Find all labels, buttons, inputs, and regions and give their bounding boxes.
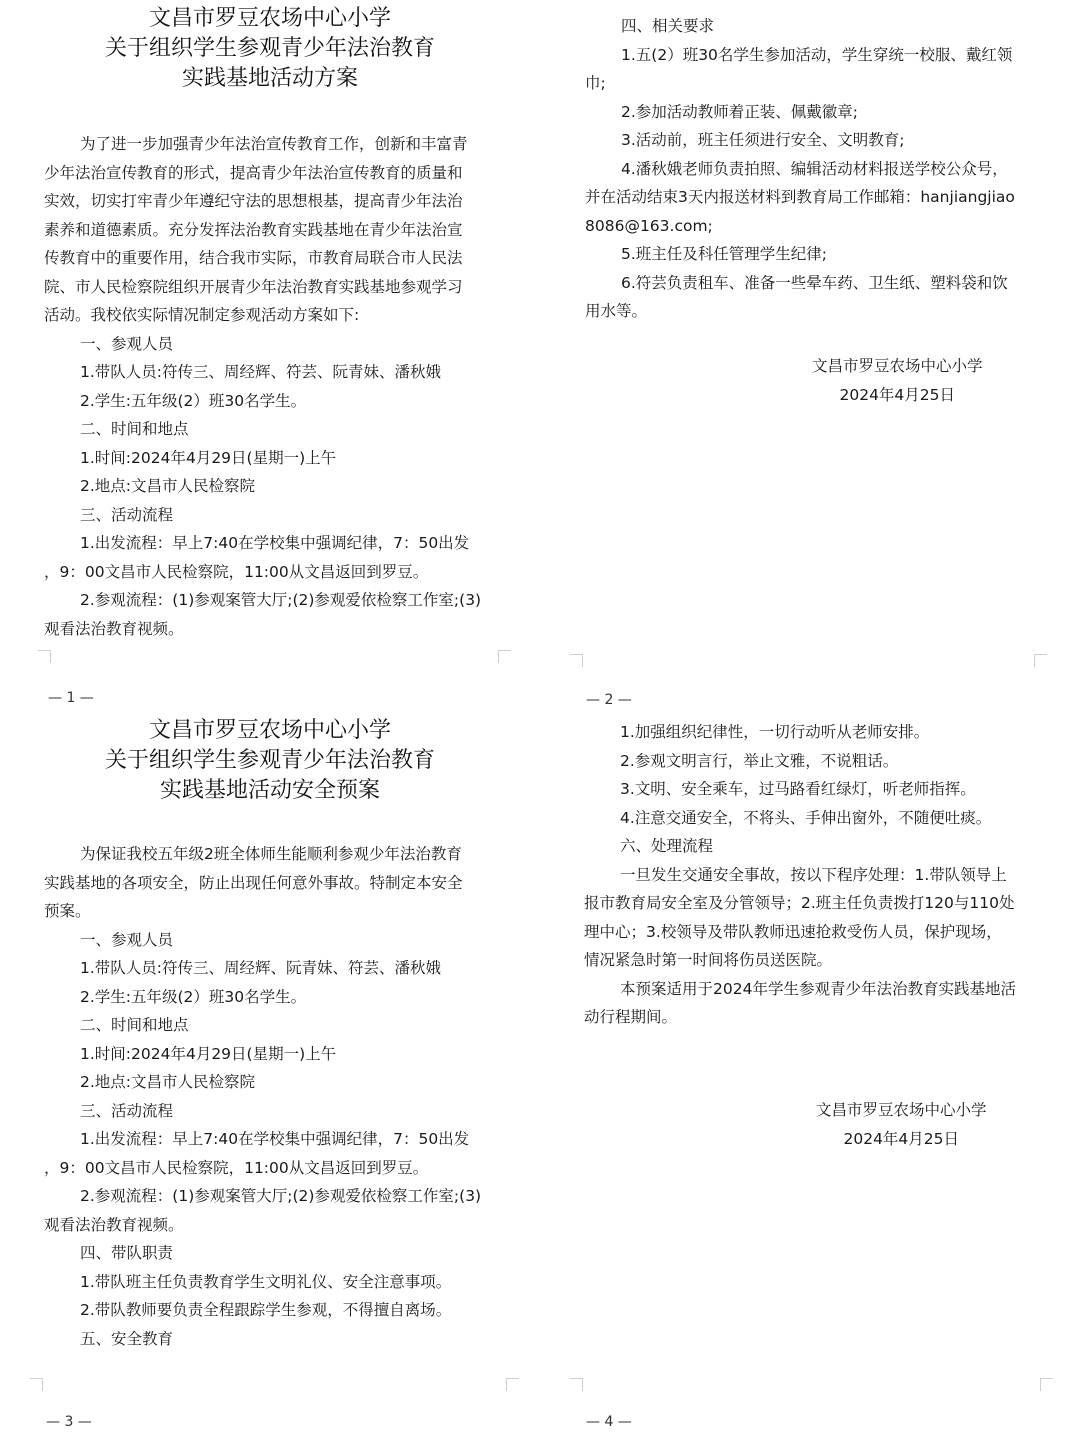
text-line: 六、处理流程 (620, 837, 714, 855)
text-line: 2.参观文明言行，举止文雅，不说粗话。 (620, 751, 899, 770)
text-line: 并在活动结束3天内报送材料到教育局工作邮箱：hanjiangjiao (585, 188, 1015, 206)
text-line: 2.参观流程：(1)参观案管大厅;(2)参观爱依检察工作室;(3) (80, 1187, 482, 1205)
text-line: 为了进一步加强青少年法治宣传教育工作，创新和丰富青 (80, 135, 468, 153)
text-line: 1.出发流程：早上7:40在学校集中强调纪律，7：50出发 (80, 534, 470, 552)
text-line: ，9：00文昌市人民检察院，11:00从文昌返回到罗豆。 (44, 1158, 429, 1177)
text-line: 1.加强组织纪律性，一切行动听从老师安排。 (620, 723, 930, 741)
text-line: 4.潘秋娥老师负责拍照、编辑活动材料报送学校公众号， (621, 159, 1008, 178)
page-3-title (0, 716, 540, 806)
text-line: 动行程期间。 (584, 1008, 678, 1026)
text-line: 2.学生:五年级(2）班30名学生。 (80, 987, 307, 1006)
text-line: 少年法治宣传教育的形式，提高青少年法治宣传教育的质量和 (44, 163, 463, 182)
text-line: 预案。 (44, 902, 91, 920)
page-corner-mark (506, 1378, 519, 1391)
text-line: 1.带队人员:符传三、周经辉、阮青妹、符芸、潘秋娥 (80, 959, 442, 977)
text-line: 一、参观人员 (80, 334, 174, 353)
page-3-body (44, 840, 514, 1353)
text-line: 1.带队人员:符传三、周经辉、符芸、阮青妹、潘秋娥 (80, 363, 442, 381)
text-line: 实践基地的各项安全，防止出现任何意外事故。特制定本安全 (44, 873, 463, 892)
title-line: 实践基地活动安全预案 (159, 778, 380, 803)
page-corner-mark (570, 1378, 583, 1391)
text-line: 3.活动前，班主任须进行安全、文明教育; (621, 131, 905, 149)
text-line: 2.地点:文昌市人民检察院 (80, 477, 256, 495)
text-line: 2.学生:五年级(2）班30名学生。 (80, 391, 307, 410)
text-line: ，9：00文昌市人民检察院，11:00从文昌返回到罗豆。 (44, 562, 429, 581)
document-page-2 (540, 0, 1080, 708)
text-line: 1.带队班主任负责教育学生文明礼仪、安全注意事项。 (80, 1272, 452, 1291)
page-number: — 1 — (48, 690, 94, 706)
signature-school: 文昌市罗豆农场中心小学 (816, 1101, 987, 1119)
document-page-1 (0, 0, 540, 706)
page-corner-mark (498, 650, 511, 663)
page-2-body (585, 12, 1055, 326)
page-corner-mark (570, 654, 583, 667)
text-line: 四、相关要求 (621, 17, 715, 35)
text-line: 观看法治教育视频。 (44, 1215, 184, 1234)
text-line: 1.五(2）班30名学生参加活动，学生穿统一校服、戴红领 (621, 45, 1013, 64)
page-number: — 3 — (46, 1414, 92, 1430)
page-corner-mark (1034, 654, 1047, 667)
text-line: 3.文明、安全乘车，过马路看红绿灯，听老师指挥。 (620, 780, 976, 798)
text-line: 一旦发生交通安全事故，按以下程序处理：1.带队领导上 (620, 865, 1007, 884)
text-line: 2.地点:文昌市人民检察院 (80, 1073, 256, 1091)
text-line: 三、活动流程 (80, 1101, 174, 1120)
text-line: 为保证我校五年级2班全体师生能顺利参观少年法治教育 (80, 845, 462, 863)
text-line: 1.时间:2024年4月29日(星期一)上午 (80, 1044, 337, 1063)
signature-date: 2024年4月25日 (839, 385, 956, 404)
page-corner-mark (30, 1378, 43, 1391)
signature-block (816, 1096, 987, 1153)
text-line: 二、时间和地点 (80, 420, 189, 438)
text-line: 三、活动流程 (80, 505, 174, 524)
page-1-title (0, 4, 540, 94)
page-1-body (44, 130, 514, 643)
text-line: 活动。我校依实际情况制定参观活动方案如下: (44, 306, 360, 324)
signature-date: 2024年4月25日 (843, 1129, 960, 1148)
page-corner-mark (38, 650, 51, 663)
text-line: 用水等。 (585, 302, 648, 320)
title-line: 实践基地活动方案 (181, 66, 358, 91)
text-line: 素养和道德素质。充分发挥法治教育实践基地在青少年法治宣 (44, 220, 463, 239)
text-line: 1.时间:2024年4月29日(星期一)上午 (80, 448, 337, 467)
page-4-body (584, 718, 1054, 1032)
text-line: 情况紧急时第一时间将伤员送医院。 (584, 951, 833, 969)
text-line: 1.出发流程：早上7:40在学校集中强调纪律，7：50出发 (80, 1130, 470, 1148)
document-page-4 (540, 676, 1080, 1439)
text-line: 4.注意交通安全，不将头、手伸出窗外，不随便吐痰。 (620, 808, 992, 827)
signature-block (812, 352, 983, 409)
title-line: 关于组织学生参观青少年法治教育 (104, 36, 435, 61)
text-line: 院、市人民检察院组织开展青少年法治教育实践基地参观学习 (44, 277, 463, 296)
text-line: 报市教育局安全室及分管领导；2.班主任负责拨打120与110处 (584, 894, 1015, 912)
text-line: 一、参观人员 (80, 930, 174, 949)
text-line: 2.参加活动教师着正装、佩戴徽章; (621, 102, 859, 121)
title-line: 文昌市罗豆农场中心小学 (148, 718, 391, 743)
text-line: 5.班主任及科任管理学生纪律; (621, 245, 828, 263)
signature-school: 文昌市罗豆农场中心小学 (812, 357, 983, 375)
text-line: 四、带队职责 (80, 1244, 174, 1262)
text-line: 本预案适用于2024年学生参观青少年法治教育实践基地活 (620, 979, 1016, 998)
text-line: 2.带队教师要负责全程跟踪学生参观，不得擅自离场。 (80, 1301, 452, 1319)
page-corner-mark (1040, 1378, 1053, 1391)
text-line: 6.符芸负责租车、准备一些晕车药、卫生纸、塑料袋和饮 (621, 273, 1008, 292)
page-number: — 4 — (586, 1414, 632, 1430)
text-line: 巾; (585, 74, 606, 92)
page-number: — 2 — (586, 692, 632, 708)
text-line: 五、安全教育 (80, 1329, 174, 1348)
text-line: 传教育中的重要作用，结合我市实际，市教育局联合市人民法 (44, 249, 463, 267)
text-line: 二、时间和地点 (80, 1016, 189, 1034)
title-line: 关于组织学生参观青少年法治教育 (104, 748, 435, 773)
title-line: 文昌市罗豆农场中心小学 (148, 6, 391, 31)
text-line: 实效，切实打牢青少年遵纪守法的思想根基，提高青少年法治 (44, 192, 463, 210)
text-line: 观看法治教育视频。 (44, 619, 184, 638)
document-page-3 (0, 676, 540, 1439)
text-line: 理中心；3.校领导及带队教师迅速抢救受伤人员，保护现场， (584, 922, 1002, 941)
text-line: 8086@163.com; (585, 216, 713, 235)
text-line: 2.参观流程：(1)参观案管大厅;(2)参观爱依检察工作室;(3) (80, 591, 482, 609)
